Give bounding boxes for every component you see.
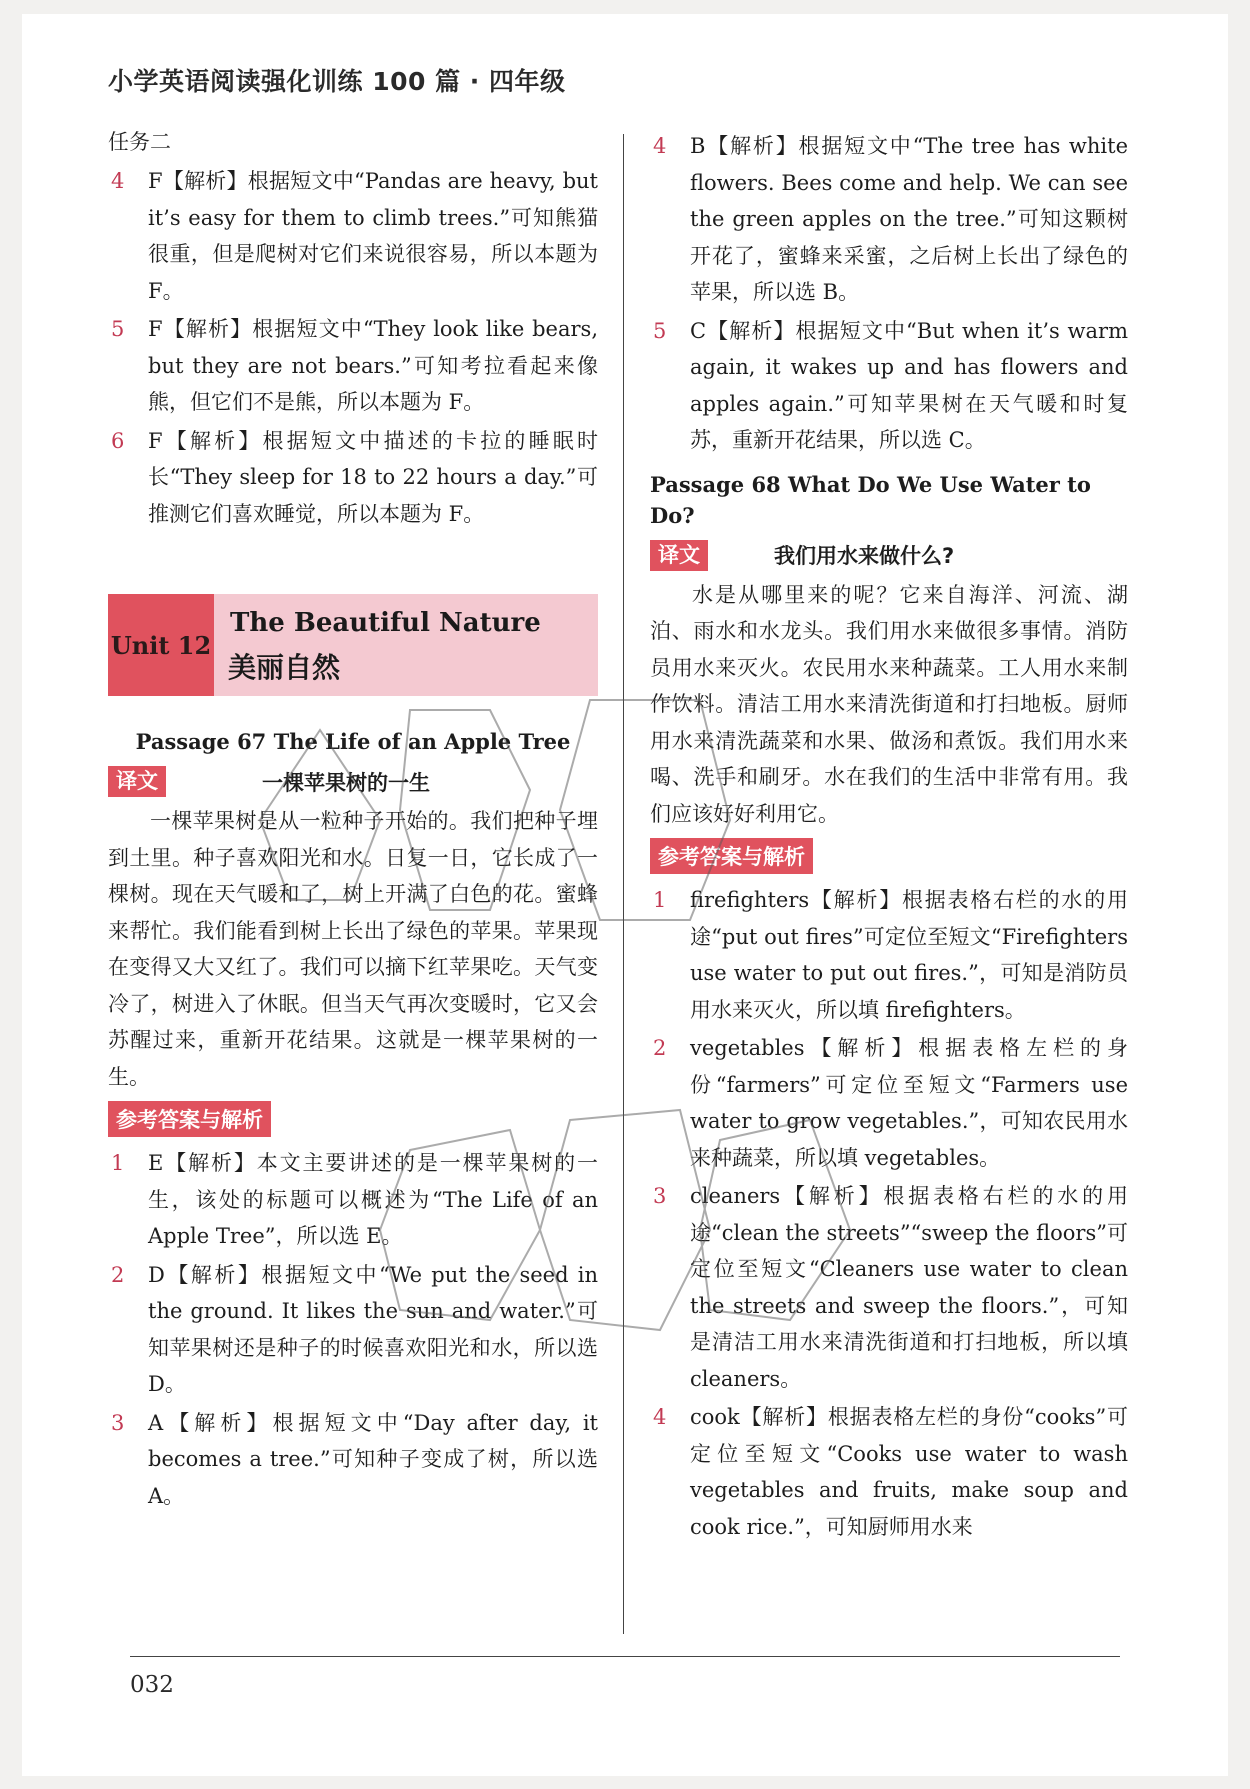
list-item (108, 423, 598, 533)
item-text: cook【解析】根据表格左栏的身份“cooks”可定位至短文“Cooks use water to wash vegetables and fruits, make soup and cook rice.”，可知厨师用水来 (690, 1405, 1128, 1539)
item-text: C【解析】根据短文中“But when it’s warm again, it wakes up and has flowers and apples again.”可知苹果树在天气暖和时复苏，重新开花结果，所以选 C。 (690, 318, 1128, 452)
footer-rule (130, 1656, 1120, 1657)
item-text: firefighters【解析】根据表格右栏的水的用途“put out fires”可定位至短文“Firefighters use water to put out fires.”，可知是消防员用水来灭火，所以填 firefighters。 (690, 888, 1128, 1022)
list-item (650, 1030, 1128, 1176)
answer-tag: 参考答案与解析 (108, 1101, 271, 1137)
list-item (650, 128, 1128, 311)
item-number: 3 (653, 1178, 666, 1215)
translation-tag: 译文 (108, 766, 166, 797)
passage-title: Passage 67 The Life of an Apple Tree (135, 729, 571, 755)
list-item (108, 311, 598, 421)
list-item (650, 882, 1128, 1028)
translation-header (650, 540, 1128, 571)
item-text: F【解析】根据短文中描述的卡拉的睡眠时长“They sleep for 18 to 22 hours a day.”可推测它们喜欢睡觉，所以本题为 F。 (148, 428, 598, 526)
item-number: 1 (653, 882, 666, 919)
list-item (650, 313, 1128, 459)
column-divider (623, 134, 624, 1634)
translation-title: 我们用水来做什么? (774, 544, 955, 569)
passage-title: Passage 68 What Do We Use Water to Do? (650, 471, 1091, 528)
item-text: B【解析】根据短文中“The tree has white flowers. Bees come and help. We can see the green apples on the tree.”可知这颗树开花了，蜜蜂来采蜜，之后树上长出了绿色的苹果，所以选 B。 (690, 134, 1128, 304)
item-text: F【解析】根据短文中“They look like bears, but they are not bears.”可知考拉看起来像熊，但它们不是熊，所以本题为 F。 (148, 317, 598, 415)
item-number: 6 (111, 423, 124, 460)
list-item (108, 1257, 598, 1403)
translation-paragraph: 一棵苹果树是从一粒种子开始的。我们把种子埋到土里。种子喜欢阳光和水。日复一日，它长成了一棵树。现在天气暖和了，树上开满了白色的花。蜜蜂来帮忙。我们能看到树上长出了绿色的苹果。苹果现在变得又大又红了。我们可以摘下红苹果吃。天气变冷了，树进入了休眠。但当天气再次变暖时，它又会苏醒过来，重新开花结果。这就是一棵苹果树的一生。 (108, 809, 598, 1089)
item-number: 3 (111, 1405, 124, 1442)
unit-title-en: The Beautiful Nature (230, 608, 541, 639)
right-column (650, 128, 1128, 1547)
item-number: 5 (653, 313, 666, 350)
item-number: 2 (653, 1030, 666, 1067)
translation-title: 一棵苹果树的一生 (262, 770, 430, 795)
list-item (108, 1405, 598, 1515)
item-text: vegetables【解析】根据表格左栏的身份“farmers”可定位至短文“Farmers use water to grow vegetables.”，可知农民用水来种蔬菜，所以填 vegetables。 (690, 1036, 1128, 1170)
item-text: E【解析】本文主要讲述的是一棵苹果树的一生，该处的标题可以概述为“The Life of an Apple Tree”，所以选 E。 (148, 1151, 598, 1249)
unit-label: Unit 12 (108, 594, 214, 696)
running-head: 小学英语阅读强化训练 100 篇 · 四年级 (108, 67, 566, 96)
list-item (650, 1399, 1128, 1545)
translation-paragraph: 水是从哪里来的呢？它来自海洋、河流、湖泊、雨水和水龙头。我们用水来做很多事情。消防员用水来灭火。农民用水来种蔬菜。工人用水来制作饮料。清洁工用水来清洗街道和打扫地板。厨师用水来清洗蔬菜和水果、做汤和煮饭。我们用水来喝、洗手和刷牙。水在我们的生活中非常有用。我们应该好好利用它。 (650, 582, 1128, 826)
item-number: 2 (111, 1257, 124, 1294)
left-column (108, 128, 598, 1516)
item-number: 4 (653, 128, 666, 165)
list-item (108, 1145, 598, 1255)
item-number: 5 (111, 311, 124, 348)
item-number: 1 (111, 1145, 124, 1182)
list-item (650, 1178, 1128, 1397)
item-text: A【解析】根据短文中“Day after day, it becomes a tree.”可知种子变成了树，所以选 A。 (148, 1410, 598, 1508)
unit-banner (108, 594, 598, 696)
item-number: 4 (111, 163, 124, 200)
unit-title-zh: 美丽自然 (228, 651, 341, 685)
item-text: D【解析】根据短文中“We put the seed in the ground. It likes the sun and water.”可知苹果树还是种子的时候喜欢阳光和水，所以选 D。 (148, 1262, 598, 1397)
item-text: F【解析】根据短文中“Pandas are heavy, but it’s easy for them to climb trees.”可知熊猫很重，但是爬树对它们来说很容易，所以本题为 F。 (148, 169, 598, 303)
item-number: 4 (653, 1399, 666, 1436)
item-text: cleaners【解析】根据表格右栏的水的用途“clean the streets”“sweep the floors”可定位至短文“Cleaners use water to clean the streets and sweep the floors.”，可知是清洁工用水来清洗街道和打扫地板，所以填 cleaners。 (690, 1184, 1128, 1391)
translation-header (108, 766, 598, 797)
page-number: 032 (130, 1672, 174, 1698)
answer-tag: 参考答案与解析 (650, 838, 813, 874)
list-item (108, 163, 598, 309)
task-heading: 任务二 (108, 130, 171, 154)
translation-tag: 译文 (650, 540, 708, 571)
